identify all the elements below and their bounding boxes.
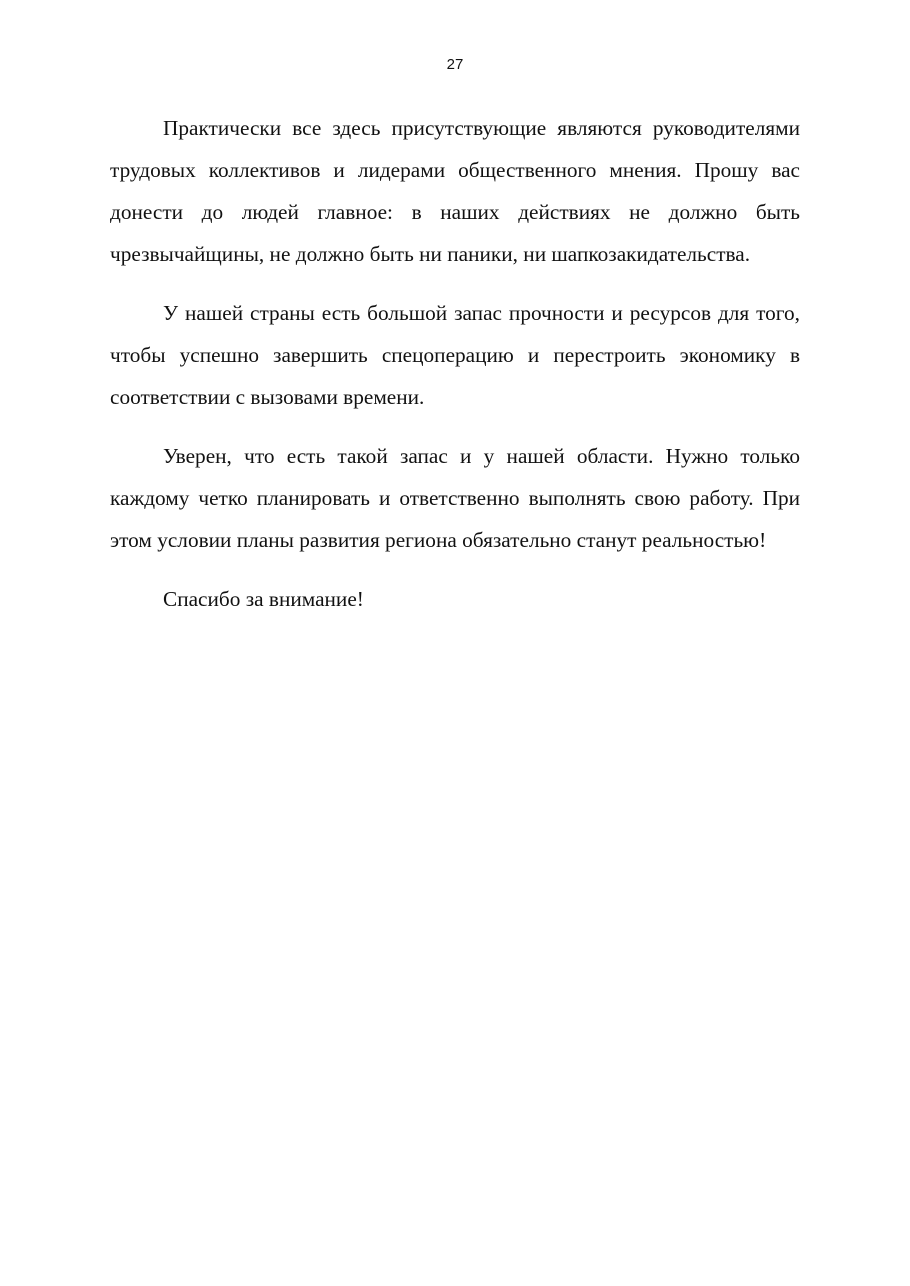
document-body [110,107,800,620]
paragraph-1: Практически все здесь присутствующие являются руководителями трудовых коллективов и лидерами общественного мнения. Прошу вас донести до людей главное: в наших действиях не должно быть чрезвычайщины, не должно быть ни паники, ни шапкозакидательства. [110,116,800,266]
page-number: 27 [446,56,464,73]
paragraph-3: Уверен, что есть такой запас и у нашей области. Нужно только каждому четко планировать и ответственно выполнять свою работу. При этом условии планы развития региона обязательно станут реальностью! [110,444,800,552]
paragraph-2: У нашей страны есть большой запас прочности и ресурсов для того, чтобы успешно завершить спецоперацию и перестроить экономику в соответствии с вызовами времени. [110,301,800,409]
paragraph-4-closing: Спасибо за внимание! [163,587,364,611]
